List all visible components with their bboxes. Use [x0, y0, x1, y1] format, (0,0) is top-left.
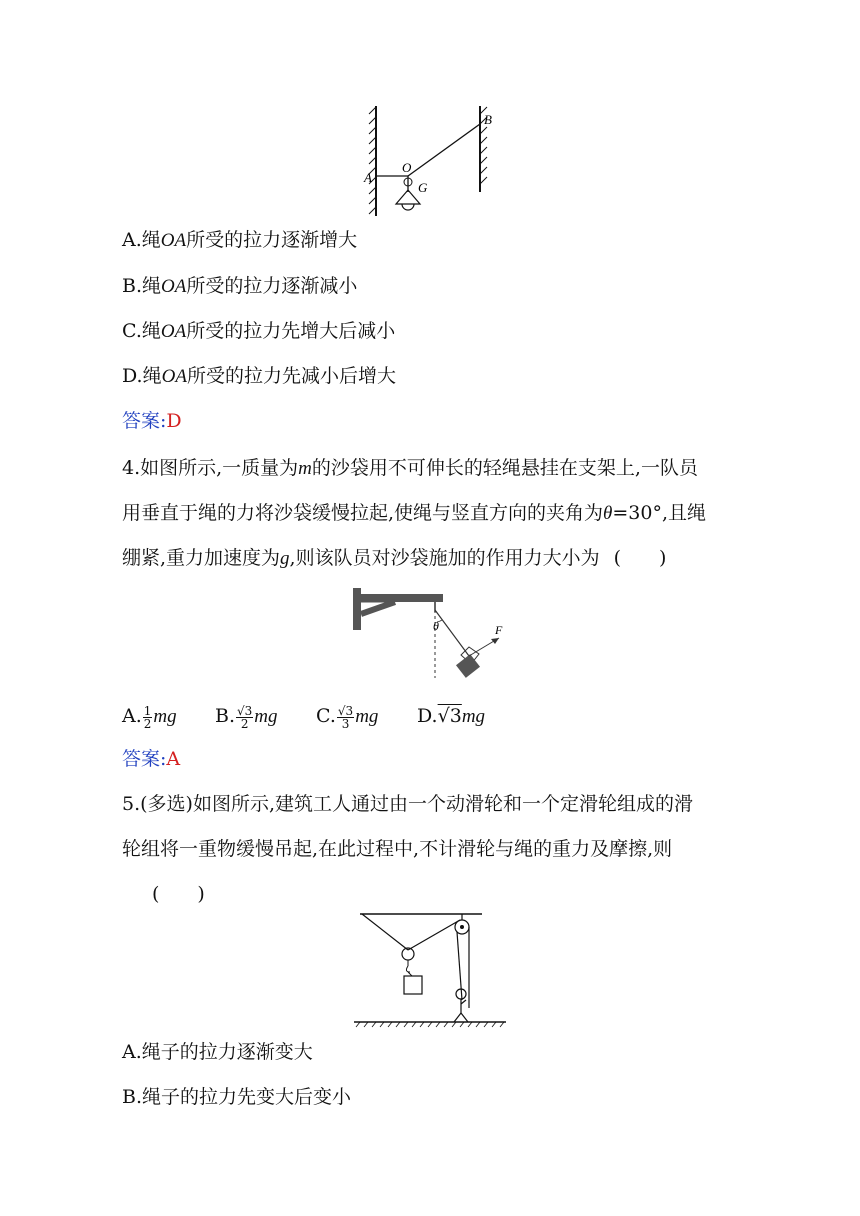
q5-stem-line2: 轮组将一重物缓慢吊起,在此过程中,不计滑轮与绳的重力及摩擦,则 [122, 838, 673, 860]
q4-answer: 答案:A [122, 748, 181, 770]
q3-option-a: A.绳OA所受的拉力逐渐增大 [122, 229, 358, 251]
q4-stem-line2: 用垂直于绳的力将沙袋缓慢拉起,使绳与竖直方向的夹角为θ=30°,且绳 [122, 502, 707, 524]
q5-option-a: A.绳子的拉力逐渐变大 [122, 1041, 313, 1063]
q4-option-c: C. $\frac{√3}{3}$ mg [316, 703, 379, 731]
q5-option-b: B.绳子的拉力先变大后变小 [122, 1086, 352, 1108]
figure-rope-walls [360, 100, 510, 220]
q5-stem-line1: 5.(多选)如图所示,建筑工人通过由一个动滑轮和一个定滑轮组成的滑 [122, 793, 693, 815]
figure-sandbag [345, 582, 515, 692]
figure-pulley [350, 910, 510, 1030]
q3-option-c: C.绳OA所受的拉力先增大后减小 [122, 320, 396, 342]
q3-answer: 答案:D [122, 410, 182, 432]
q4-option-d: D.√3mg [417, 705, 486, 727]
force-label: F [495, 623, 503, 637]
q3-option-b: B.绳OA所受的拉力逐渐减小 [122, 275, 358, 297]
theta-label: θ [433, 619, 439, 633]
q3-option-d: D.绳OA所受的拉力先减小后增大 [122, 365, 396, 387]
label-G: G [418, 180, 428, 195]
label-B: B [484, 112, 492, 127]
label-O: O [402, 160, 412, 175]
q4-option-b: B. $\frac{√3}{2}$ mg [215, 703, 278, 731]
label-A: A [364, 170, 372, 185]
q4-stem-line3: 绷紧,重力加速度为g,则该队员对沙袋施加的作用力大小为 ( ) [122, 547, 667, 569]
q5-paren: ( ) [152, 883, 205, 905]
q4-option-a: A. $\frac{1}{2}$ mg [122, 703, 177, 731]
q4-stem-line1: 4.如图所示,一质量为m的沙袋用不可伸长的轻绳悬挂在支架上,一队员 [122, 457, 698, 479]
